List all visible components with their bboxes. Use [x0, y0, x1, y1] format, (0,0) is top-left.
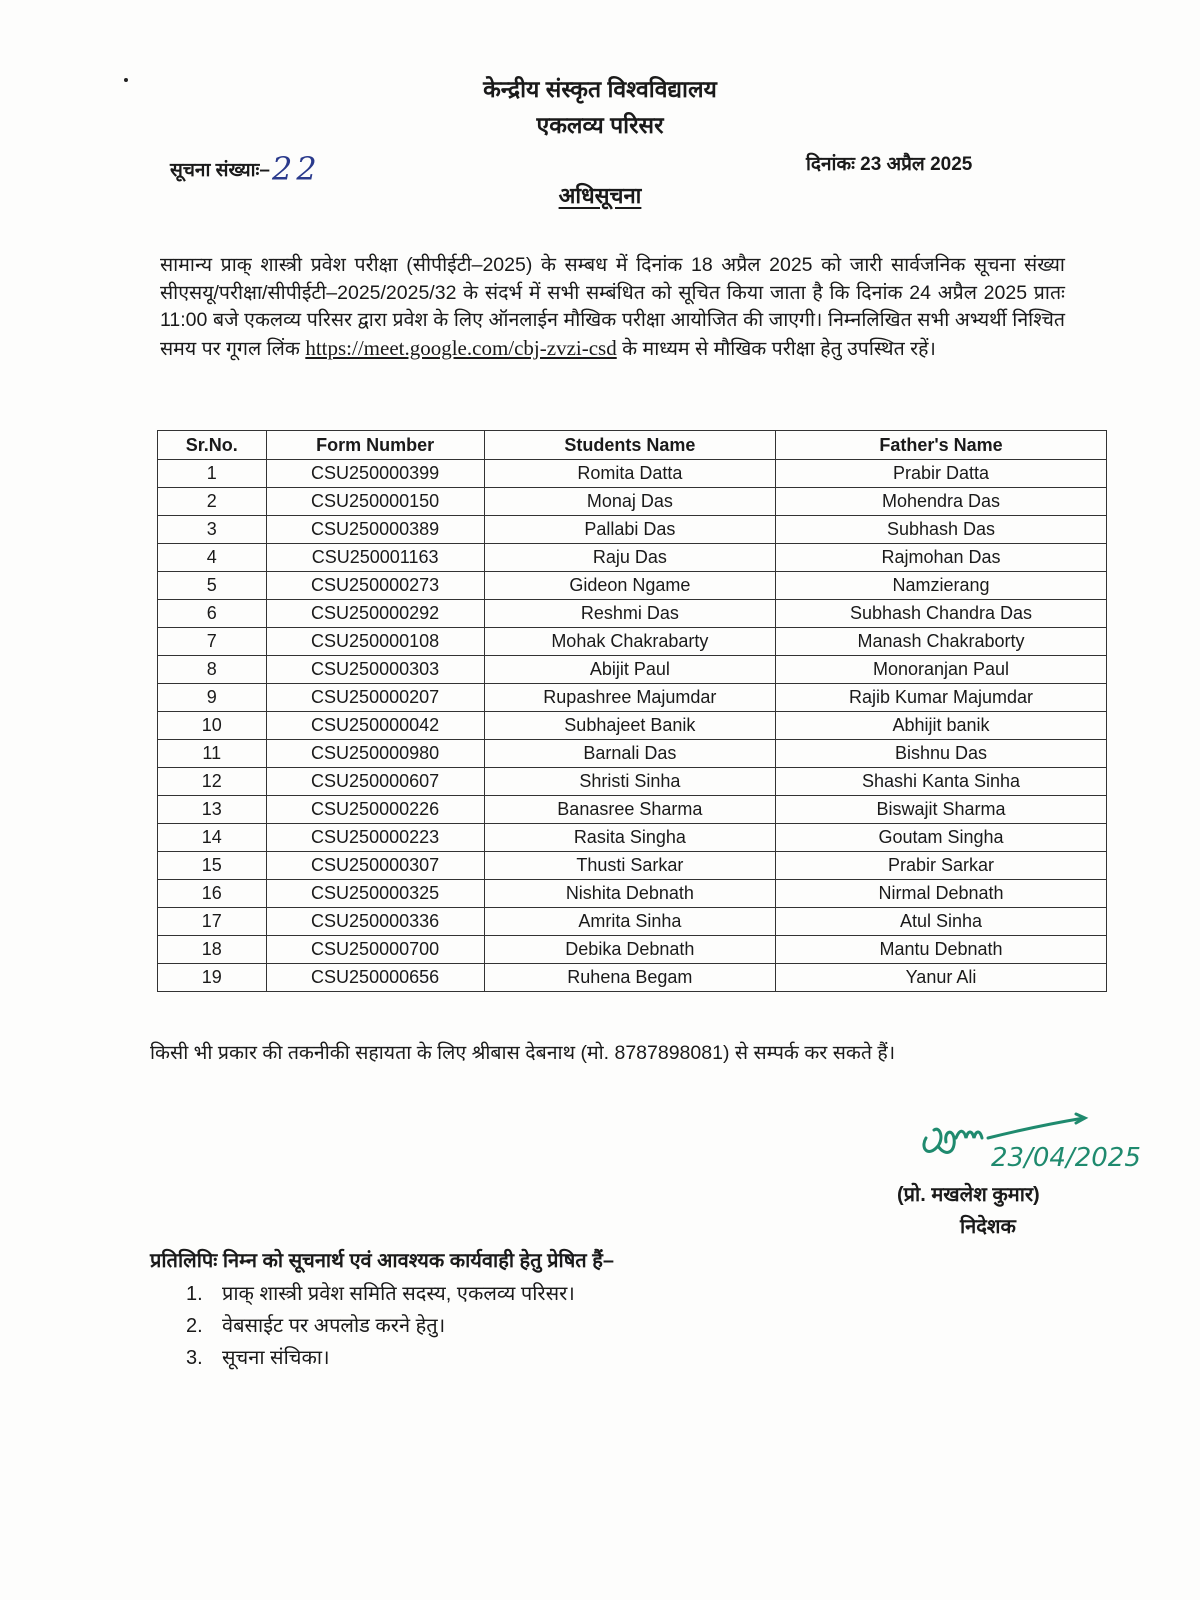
table-row	[158, 796, 1107, 824]
col-form-number: Form Number	[266, 431, 484, 460]
cell-sr-no: 15	[158, 852, 267, 880]
copy-to-heading: प्रतिलिपिः निम्न को सूचनार्थ एवं आवश्यक कार्यवाही हेतु प्रेषित हैं–	[150, 1250, 614, 1272]
cell-form-number: CSU250000108	[266, 628, 484, 656]
cell-father-name: Subhash Chandra Das	[776, 600, 1107, 628]
cell-student-name: Thusti Sarkar	[484, 852, 775, 880]
cell-student-name: Romita Datta	[484, 460, 775, 488]
signatory-name: (प्रो. मखलेश कुमार)	[897, 1184, 1040, 1206]
table-row	[158, 852, 1107, 880]
table-row	[158, 880, 1107, 908]
cell-father-name: Manash Chakraborty	[776, 628, 1107, 656]
cell-father-name: Rajmohan Das	[776, 544, 1107, 572]
cell-form-number: CSU250000303	[266, 656, 484, 684]
cell-form-number: CSU250000042	[266, 712, 484, 740]
cell-student-name: Banasree Sharma	[484, 796, 775, 824]
cell-form-number: CSU250000292	[266, 600, 484, 628]
cell-sr-no: 18	[158, 936, 267, 964]
cell-form-number: CSU250000150	[266, 488, 484, 516]
cell-student-name: Rupashree Majumdar	[484, 684, 775, 712]
cell-sr-no: 13	[158, 796, 267, 824]
cell-father-name: Goutam Singha	[776, 824, 1107, 852]
cell-sr-no: 19	[158, 964, 267, 992]
table-row	[158, 488, 1107, 516]
meet-link[interactable]: https://meet.google.com/cbj-zvzi-csd	[305, 335, 617, 360]
cell-student-name: Amrita Sinha	[484, 908, 775, 936]
list-item: 1. प्राक् शास्त्री प्रवेश समिति सदस्य, एकलव्य परिसर।	[186, 1283, 575, 1305]
cell-sr-no: 14	[158, 824, 267, 852]
campus-name: एकलव्य परिसर	[536, 112, 664, 138]
list-item: 3. सूचना संचिका।	[186, 1347, 330, 1369]
cell-form-number: CSU250000273	[266, 572, 484, 600]
cell-form-number: CSU250000700	[266, 936, 484, 964]
cell-father-name: Atul Sinha	[776, 908, 1107, 936]
cell-form-number: CSU250000389	[266, 516, 484, 544]
cell-sr-no: 2	[158, 488, 267, 516]
cell-father-name: Bishnu Das	[776, 740, 1107, 768]
cell-father-name: Mohendra Das	[776, 488, 1107, 516]
cell-father-name: Biswajit Sharma	[776, 796, 1107, 824]
table-row	[158, 544, 1107, 572]
cell-student-name: Rasita Singha	[484, 824, 775, 852]
table-row	[158, 936, 1107, 964]
table-row	[158, 460, 1107, 488]
cell-father-name: Abhijit banik	[776, 712, 1107, 740]
cell-father-name: Mantu Debnath	[776, 936, 1107, 964]
table-row	[158, 740, 1107, 768]
notice-date: दिनांकः 23 अप्रैल 2025	[806, 154, 973, 175]
cell-student-name: Reshmi Das	[484, 600, 775, 628]
cell-father-name: Shashi Kanta Sinha	[776, 768, 1107, 796]
cell-form-number: CSU250001163	[266, 544, 484, 572]
cell-form-number: CSU250000325	[266, 880, 484, 908]
notice-number-label: सूचना संख्याः–	[170, 160, 270, 181]
cell-father-name: Monoranjan Paul	[776, 656, 1107, 684]
cell-form-number: CSU250000607	[266, 768, 484, 796]
table-row	[158, 572, 1107, 600]
cell-form-number: CSU250000207	[266, 684, 484, 712]
notice-number-value: 22	[271, 150, 321, 188]
cell-father-name: Prabir Datta	[776, 460, 1107, 488]
cell-sr-no: 5	[158, 572, 267, 600]
table-row	[158, 712, 1107, 740]
page-title: अधिसूचना	[558, 183, 642, 208]
svg-text:23/04/2025: 23/04/2025	[991, 1143, 1141, 1173]
col-sr-no: Sr.No.	[158, 431, 267, 460]
cell-father-name: Nirmal Debnath	[776, 880, 1107, 908]
cell-sr-no: 7	[158, 628, 267, 656]
table-row	[158, 908, 1107, 936]
cell-sr-no: 10	[158, 712, 267, 740]
cell-sr-no: 16	[158, 880, 267, 908]
table-row	[158, 516, 1107, 544]
cell-form-number: CSU250000980	[266, 740, 484, 768]
table-row	[158, 628, 1107, 656]
cell-sr-no: 1	[158, 460, 267, 488]
cell-sr-no: 17	[158, 908, 267, 936]
cell-sr-no: 11	[158, 740, 267, 768]
university-name: केन्द्रीय संस्कृत विश्वविद्यालय	[483, 76, 717, 102]
cell-student-name: Barnali Das	[484, 740, 775, 768]
cell-sr-no: 9	[158, 684, 267, 712]
cell-student-name: Monaj Das	[484, 488, 775, 516]
cell-father-name: Namzierang	[776, 572, 1107, 600]
cell-student-name: Pallabi Das	[484, 516, 775, 544]
cell-sr-no: 8	[158, 656, 267, 684]
cell-father-name: Prabir Sarkar	[776, 852, 1107, 880]
cell-father-name: Yanur Ali	[776, 964, 1107, 992]
cell-sr-no: 12	[158, 768, 267, 796]
cell-father-name: Subhash Das	[776, 516, 1107, 544]
signatory-designation: निदेशक	[960, 1216, 1016, 1238]
cell-form-number: CSU250000399	[266, 460, 484, 488]
help-contact-text: किसी भी प्रकार की तकनीकी सहायता के लिए श्रीबास देबनाथ (मो. 8787898081) से सम्पर्क कर सकते हैं।	[150, 1042, 896, 1064]
cell-form-number: CSU250000223	[266, 824, 484, 852]
cell-student-name: Subhajeet Banik	[484, 712, 775, 740]
cell-father-name: Rajib Kumar Majumdar	[776, 684, 1107, 712]
cell-form-number: CSU250000336	[266, 908, 484, 936]
cell-student-name: Raju Das	[484, 544, 775, 572]
handwritten-signature	[916, 1108, 1196, 1178]
cell-student-name: Gideon Ngame	[484, 572, 775, 600]
table-row	[158, 684, 1107, 712]
table-row	[158, 600, 1107, 628]
table-row	[158, 768, 1107, 796]
notice-number	[170, 146, 321, 188]
table-row	[158, 824, 1107, 852]
table-row	[158, 964, 1107, 992]
cell-student-name: Ruhena Begam	[484, 964, 775, 992]
cell-form-number: CSU250000226	[266, 796, 484, 824]
col-father-name: Father's Name	[776, 431, 1107, 460]
table-row	[158, 656, 1107, 684]
cell-form-number: CSU250000307	[266, 852, 484, 880]
cell-student-name: Mohak Chakrabarty	[484, 628, 775, 656]
candidates-table	[157, 430, 1107, 992]
table-header-row	[158, 431, 1107, 460]
copy-to-list	[186, 1278, 575, 1374]
cell-sr-no: 4	[158, 544, 267, 572]
cell-student-name: Debika Debnath	[484, 936, 775, 964]
cell-sr-no: 3	[158, 516, 267, 544]
cell-student-name: Nishita Debnath	[484, 880, 775, 908]
col-student-name: Students Name	[484, 431, 775, 460]
cell-form-number: CSU250000656	[266, 964, 484, 992]
list-item: 2. वेबसाईट पर अपलोड करने हेतु।	[186, 1315, 446, 1337]
notice-paragraph: सामान्य प्राक् शास्त्री प्रवेश परीक्षा (सीपीईटी–2025) के सम्बध में दिनांक 18 अप्रैल 2025 को जारी सार्वजनिक सूचना संख्या सीएसयू/परीक्षा/सीपीईटी–2025/2025/32 के संदर्भ में सभी सम्बंधित को सूचित किया जाता है कि दिनांक 24 अप्रैल 2025 प्रातः 11:00 बजे एकलव्य परिसर द्वारा प्रवेश के लिए ऑनलाईन मौखिक परीक्षा आयोजित की जाएगी। निम्नलिखित सभी अभ्यर्थी निश्चित समय पर गूगल लिंक https://meet.google.com/cbj-zvzi-csd के माध्यम से मौखिक परीक्षा हेतु उपस्थित रहें।	[160, 254, 1065, 360]
cell-student-name: Abijit Paul	[484, 656, 775, 684]
cell-sr-no: 6	[158, 600, 267, 628]
cell-student-name: Shristi Sinha	[484, 768, 775, 796]
